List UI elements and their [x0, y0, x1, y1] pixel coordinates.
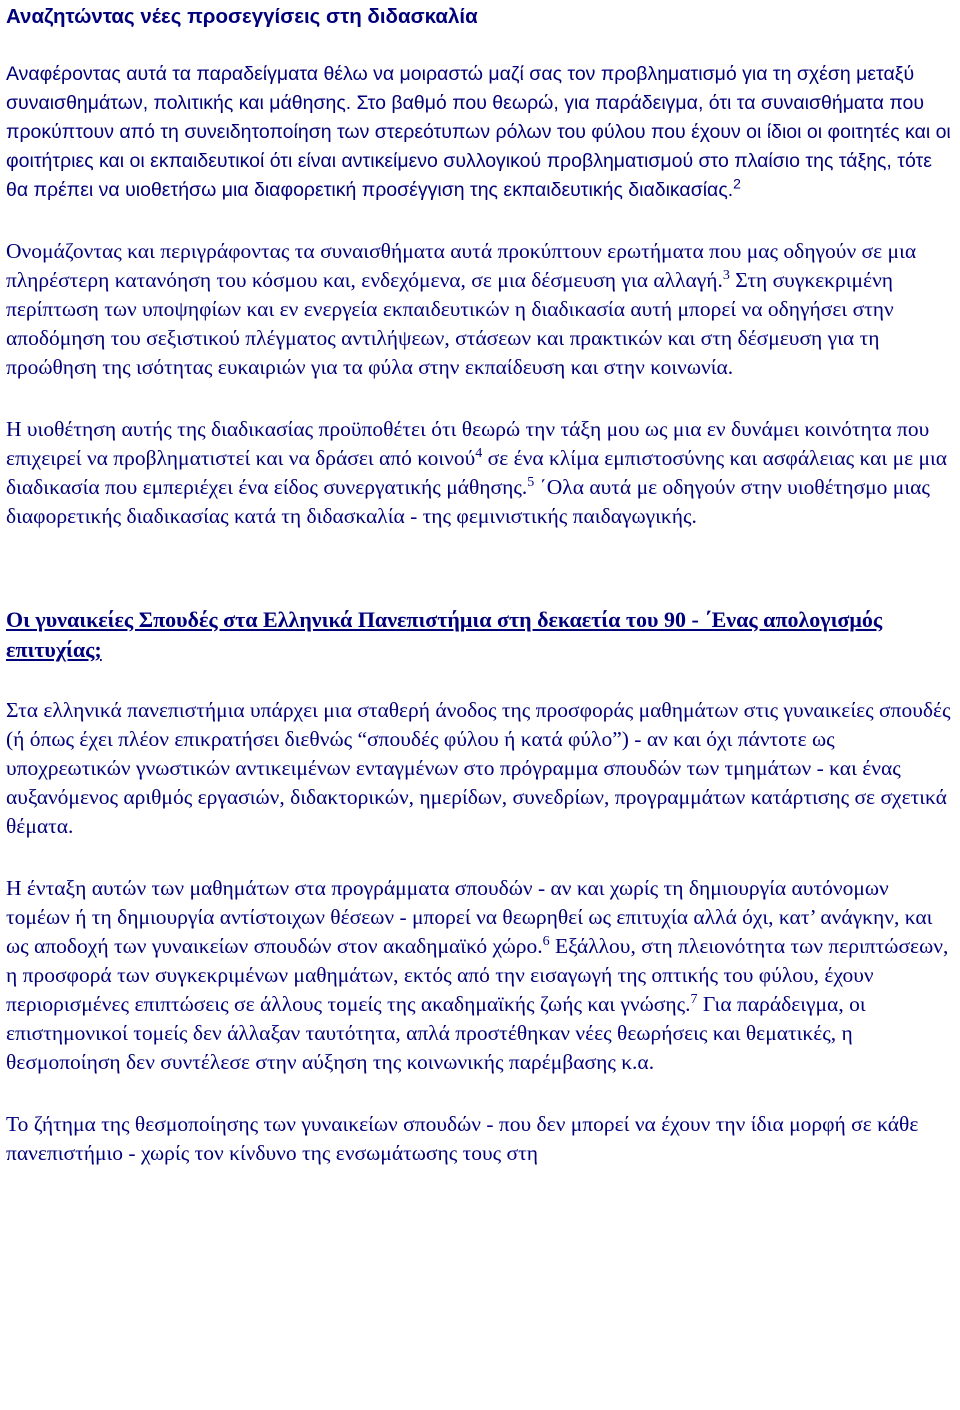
footnote-ref-4[interactable]: 4 — [475, 445, 483, 461]
footnote-ref-5[interactable]: 5 — [527, 474, 535, 490]
paragraph-adopting-process: Η υιοθέτηση αυτής της διαδικασίας προϋποθέτει ότι θεωρώ την τάξη μου ως μια εν δυνάμει κοινότητα που επιχειρεί να προβληματιστεί και να δράσει από κοινού$^4$ σε ένα κλίμα εμπιστοσύνης και ασφάλειας και με μια διαδικασία που εμπεριέχει ένα είδος συνεργατικής μάθησης.$^5$ ΄Ολα αυτά με οδηγούν στην υιοθέτησμο μιας διαφορετικής διαδικασίας κατά τη διδασκαλία - της φεμινιστικής παιδαγωγικής. — [6, 417, 948, 528]
section-title-womens-studies: Οι γυναικείες Σπουδές στα Ελληνικά Πανεπιστήμια στη δεκαετία του 90 - ΄Ενας απολογισμός επιτυχίας; — [6, 607, 883, 662]
section-title-new-approaches: Αναζητώντας νέες προσεγγίσεις στη διδασκαλία — [6, 5, 478, 28]
paragraph-naming-emotions: Ονομάζοντας και περιγράφοντας τα συναισθήματα αυτά προκύπτουν ερωτήματα που μας οδηγούν σε μια πληρέστερη κατανόηση του κόσμου και, ενδεχόμενα, σε μια δέσμευση για αλλαγή.$^3$ Στη συγκεκριμένη περίπτωση των υποψηφίων και εν ενεργεία εκπαιδευτικών η διαδικασία αυτή μπορεί να οδηγήσει στην αποδόμηση του σεξιστικού πλέγματος αντιλήψεων, στάσεων και πρακτικών και στη δέσμευση για τη προώθηση της ισότητας ευκαιριών για τα φύλα στην εκπαίδευση και στην κοινωνία. — [6, 239, 917, 379]
paragraph-institutionalization: Το ζήτημα της θεσμοποίησης των γυναικείων σπουδών - που δεν μπορεί να έχουν την ίδια μορφή σε κάθε πανεπιστήμιο - χωρίς τον κίνδυνο της ενσωμάτωσης τους στη — [6, 1112, 919, 1165]
footnote-ref-3[interactable]: 3 — [722, 267, 730, 283]
footnote-ref-6[interactable]: 6 — [542, 933, 550, 949]
footnote-ref-7[interactable]: 7 — [690, 991, 698, 1007]
paragraph-emotions-politics: Αναφέροντας αυτά τα παραδείγματα θέλω να μοιραστώ μαζί σας τον προβληματισμό για τη σχέση μεταξύ συναισθημάτων, πολιτικής και μάθησης. Στο βαθμό που θεωρώ, για παράδειγμα, ότι τα συναισθήματα που προκύπτουν από τη συνειδητοποίηση των στερεότυπων ρόλων του φύλου που έχουν οι ίδιοι οι φοιτητές και οι φοιτήτριες και οι εκπαιδευτικοί ότι είναι αντικείμενο συλλογικού προβληματισμού στο πλαίσιο της τάξης, τότε θα πρέπει να υιοθετήσω μια διαφορετική προσέγγιση της εκπαιδευτικής διαδικασίας.$^2$ — [6, 63, 951, 201]
footnote-ref-2[interactable]: 2 — [733, 175, 741, 192]
paragraph-integration-courses: Η ένταξη αυτών των μαθημάτων στα προγράμματα σπουδών - αν και χωρίς τη δημιουργία αυτόνομων τομέων ή τη δημιουργία αντίστοιχων θέσεων - μπορεί να θεωρηθεί ως επιτυχία αλλά όχι, κατ’ ανάγκην, και ως αποδοχή των γυναικείων σπουδών στον ακαδημαϊκό χώρο.$^6$ Εξάλλου, στη πλειονότητα των περιπτώσεων, η προσφορά των συγκεκριμένων μαθημάτων, εκτός από την εισαγωγή της οπτικής του φύλου, έχουν περιορισμένες επιπτώσεις σε άλλους τομείς της ακαδημαϊκής ζωής και γνώσης.$^7$ Για παράδειγμα, οι επιστημονικοί τομείς δεν άλλαξαν ταυτότητα, απλά προστέθηκαν νέες θεωρήσεις και θεματικές, η θεσμοποίηση δεν συντέλεσε στην αύξηση της κοινωνικής παρέμβασης κ.α. — [6, 876, 949, 1074]
paragraph-greek-universities: Στα ελληνικά πανεπιστήμια υπάρχει μια σταθερή άνοδος της προσφοράς μαθημάτων στις γυναικείες σπουδές (ή όπως έχει πλέον επικρατήσει διεθνώς “σπουδές φύλου ή κατά φύλο”) - αν και όχι πάντοτε ως υποχρεωτικών γνωστικών αντικειμένων ενταγμένων στο πρόγραμμα σπουδών των τμημάτων - και ένας αυξανόμενος αριθμός εργασιών, διδακτορικών, ημερίδων, συνεδρίων, προγραμμάτων κατάρτισης σε σχετικά θέματα. — [6, 698, 951, 838]
document-page — [6, 0, 954, 1168]
